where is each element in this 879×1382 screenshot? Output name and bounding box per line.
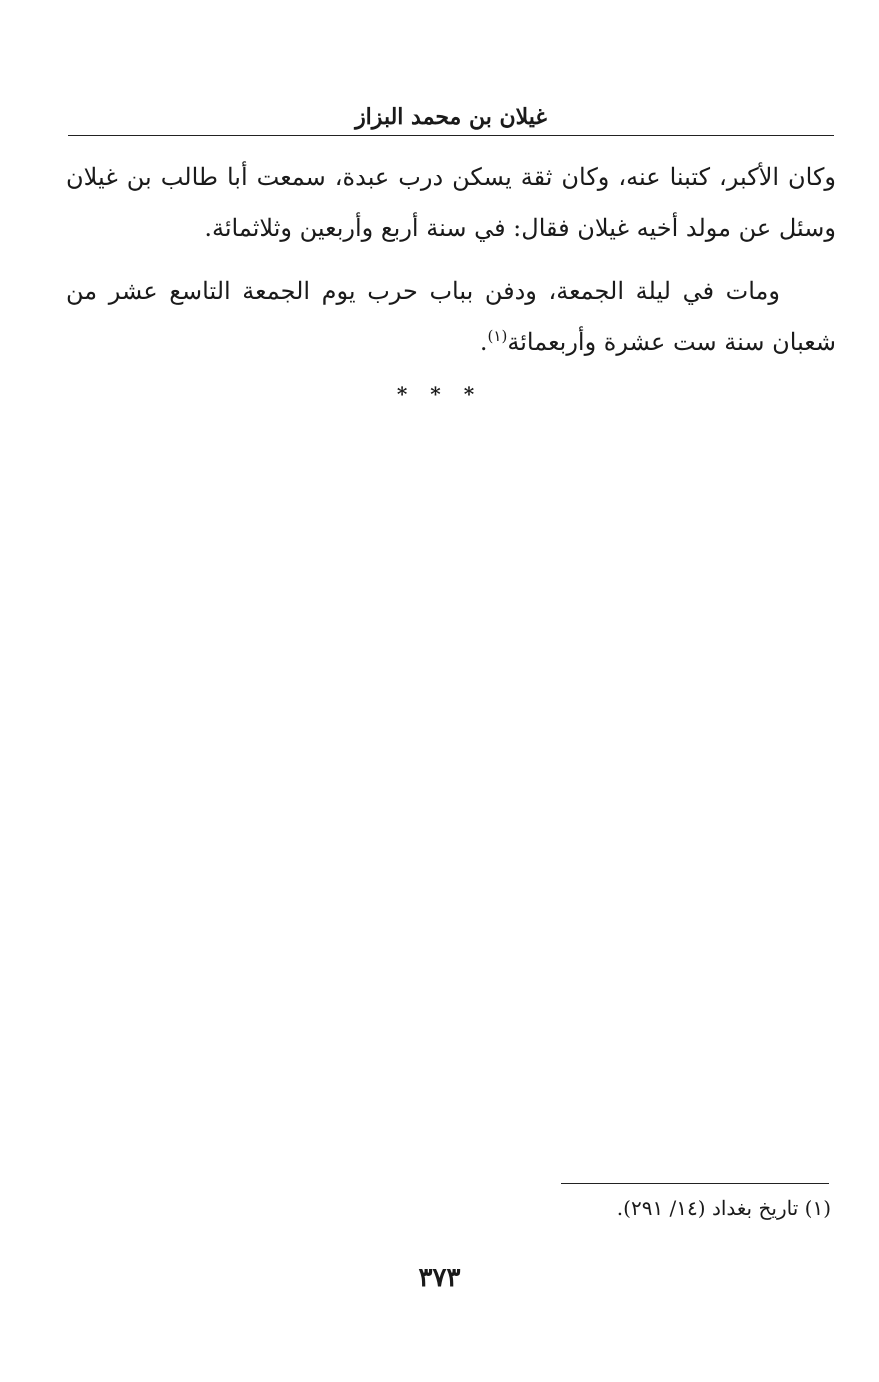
paragraph-end-punctuation: . xyxy=(479,328,488,356)
page-number: ٣٧٣ xyxy=(418,1263,461,1293)
section-separator: * * * xyxy=(396,382,483,406)
footnote-rule xyxy=(561,1183,829,1184)
paragraph: وكان الأكبر، كتبنا عنه، وكان ثقة يسكن درب عبدة، سمعت أبا طالب بن غيلان وسئل عن مولد أخيه غيلان فقال: في سنة أربع وأربعين وثلاثمائة. xyxy=(66,163,836,242)
paragraph xyxy=(66,266,836,368)
running-header: غيلان بن محمد البزاز xyxy=(355,104,547,130)
header-rule xyxy=(68,135,834,136)
main-text xyxy=(66,152,836,368)
footnote: (١) تاريخ بغداد (١٤/ ٢٩١). xyxy=(616,1196,831,1220)
footnote-marker: (١) xyxy=(487,327,508,345)
paragraph-text: ومات في ليلة الجمعة، ودفن بباب حرب يوم الجمعة التاسع عشر من شعبان سنة ست عشرة وأربعمائة xyxy=(66,277,836,356)
